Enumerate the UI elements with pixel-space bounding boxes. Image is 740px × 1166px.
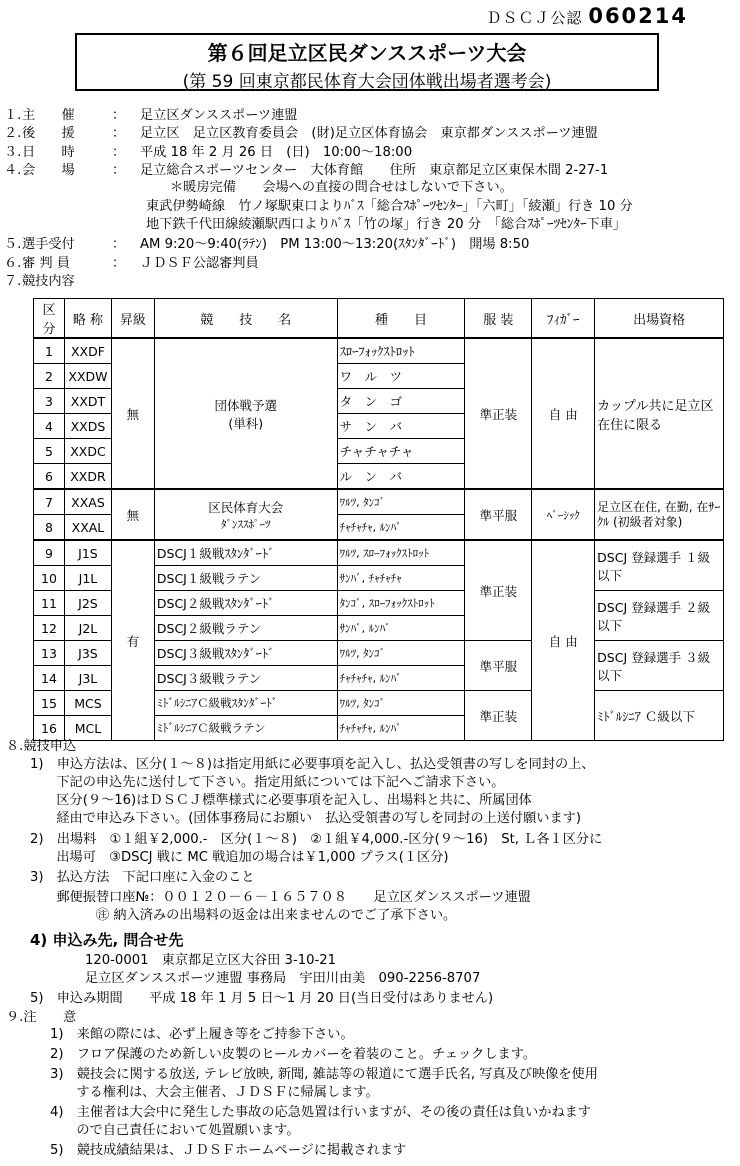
group2-event-name [154, 489, 337, 540]
row-no: 11 [34, 591, 65, 616]
table-row [34, 540, 724, 566]
info-2-num: ２. [4, 126, 22, 141]
row-dance: チャチャチャ [337, 439, 465, 464]
group2-dress: 準平服 [465, 489, 532, 540]
section8-line: 3) 払込方法 下記口座に入金のこと [30, 870, 255, 885]
group1-figure: 自 由 [532, 338, 595, 489]
row-dance: ﾜﾙﾂ, ﾀﾝｺﾞ [337, 641, 465, 666]
row-no: 1 [34, 338, 65, 364]
row-no: 16 [34, 716, 65, 741]
row-dance: ｻﾝﾊﾞ, ﾙﾝﾊﾞ [337, 616, 465, 641]
section9-line: 2) フロア保護のため新しい皮製のヒールカバーを着装のこと。チェックします。 [50, 1047, 537, 1062]
table-header-row [34, 299, 724, 339]
header-qualification: 出場資格 [595, 299, 724, 339]
section9-line: 5) 競技成績結果は、ＪＤＳＦホームページに掲載されます [50, 1143, 407, 1158]
info-1-val: 足立区ダンススポーツ連盟 [140, 108, 298, 123]
venue-note-1: ＊暖房完備 会場への直接の問合せはしないで下さい。 [170, 180, 513, 195]
info2-5-num: ５. [4, 237, 22, 252]
group1-name-sub: (単科) [228, 415, 264, 431]
info-3-num: ３. [4, 145, 22, 160]
row-dance: ﾜﾙﾂ, ﾀﾝｺﾞ [337, 489, 465, 515]
row-no: 9 [34, 540, 65, 566]
section8-line: 経由で申込み下さい。(団体事務局にお願い 払込受領書の写しを同封の上送付願います) [30, 811, 581, 826]
section8-line: 2) 出場料 ①１組￥2,000.- 区分(１～８) ②１組￥4,000.-区分(９～16) St, Ｌ各１区分に [30, 832, 603, 847]
info-4-sep: ： [112, 163, 126, 178]
contact-office: 足立区ダンススポーツ連盟 事務局 宇田川由美 090-2256-8707 [85, 971, 481, 986]
info-3-key: 日 時 [22, 145, 75, 160]
header-event-name: 競 技 名 [154, 299, 337, 339]
venue-note-2: 東武伊勢崎線 竹ノ塚駅東口よりﾊﾞｽ「総合ｽﾎﾟｰﾂｾﾝﾀｰ」「六町」「綾瀬」行き 10 分 [146, 199, 633, 214]
group1-event-name [154, 338, 337, 489]
group3-promotion: 有 [111, 540, 154, 741]
info-2-sep: ： [112, 126, 126, 141]
info2-6-val: ＪＤＳＦ公認審判員 [140, 256, 259, 271]
row-dance: ﾀﾝｺﾞ, ｽﾛｰﾌｫｯｸｽﾄﾛｯﾄ [337, 591, 465, 616]
section8-line: 区分(９～16)はＤＳＣＪ標準様式に必要事項を記入し、出場料と共に、所属団体 [30, 793, 532, 808]
contact-address: 120-0001 東京都足立区大谷田 3-10-21 [85, 953, 337, 968]
header-division: 区分 [34, 299, 65, 339]
events-table [33, 298, 724, 741]
group3-figure: 自 由 [532, 540, 595, 741]
row-code: J3L [64, 666, 111, 691]
row-no: 8 [34, 515, 65, 541]
page-title: 第６回足立区民ダンススポーツ大会 [207, 41, 527, 65]
venue-note-3: 地下鉄千代田線綾瀬駅西口よりﾊﾞｽ「竹の塚」行き 20 分 「総合ｽﾎﾟｰﾂｾﾝﾀｰ下車」 [146, 217, 627, 232]
row-event-name: DSCJ３級戦ラテン [154, 666, 337, 691]
row-dance: ｻﾝﾊﾞ, ﾁｬﾁｬﾁｬ [337, 566, 465, 591]
header-dances: 種 目 [337, 299, 465, 339]
header-promotion: 昇級 [111, 299, 154, 339]
row-code: MCL [64, 716, 111, 741]
row-event-name: DSCJ１級戦ｽﾀﾝﾀﾞｰﾄﾞ [154, 540, 337, 566]
row-dance: タ ン ゴ [337, 389, 465, 414]
row-code: XXDS [64, 414, 111, 439]
group1-qualification: カップル共に足立区在住に限る [595, 338, 724, 489]
row-dance: ﾁｬﾁｬﾁｬ, ﾙﾝﾊﾞ [337, 716, 465, 741]
row-code: J1S [64, 540, 111, 566]
dress-a: 準正装 [465, 540, 532, 641]
section8-heading: ８.競技申込 [6, 739, 77, 754]
row-dance: サ ン バ [337, 414, 465, 439]
row-event-name: DSCJ３級戦ｽﾀﾝﾀﾞｰﾄﾞ [154, 641, 337, 666]
row-code: XXDW [64, 364, 111, 389]
row-no: 3 [34, 389, 65, 414]
section8-line: 1) 申込方法は、区分(１～８)は指定用紙に必要事項を記入し、払込受領書の写しを同封の上、 [30, 757, 595, 772]
row-dance: ｽﾛｰﾌｫｯｸｽﾄﾛｯﾄ [337, 338, 465, 364]
row-no: 4 [34, 414, 65, 439]
row-no: 15 [34, 691, 65, 716]
group1-name: 団体戦予選 [214, 397, 277, 413]
row-code: XXDC [64, 439, 111, 464]
row-code: XXAS [64, 489, 111, 515]
row-event-name: DSCJ１級戦ラテン [154, 566, 337, 591]
table-row [34, 489, 724, 515]
qualification-3: DSCJ 登録選手 ３級以下 [595, 641, 724, 691]
group2-qualification: 足立区在住, 在勤, 在ｻｰｸﾙ (初級者対象) [595, 489, 724, 540]
row-no: 12 [34, 616, 65, 641]
application-period: 5) 申込み期間 平成 18 年 1 月 5 日～1 月 20 日(当日受付はありません) [30, 991, 494, 1006]
row-no: 13 [34, 641, 65, 666]
info-4-key: 会 場 [22, 163, 75, 178]
section9-line: する権利は、大会主催者、ＪＤＳＦに帰属します。 [50, 1085, 379, 1100]
row-no: 10 [34, 566, 65, 591]
row-event-name: ﾐﾄﾞﾙｼﾆｱＣ級戦ラテン [154, 716, 337, 741]
certification-label: ＤＳＣＪ公認 [486, 9, 583, 27]
section9-line: ので自己責任において処置願います。 [50, 1123, 300, 1138]
section8-line: 出場可 ③DSCJ 戦に MC 戦追加の場合は￥1,000 プラス(１区分) [30, 850, 449, 865]
row-code: J3S [64, 641, 111, 666]
section8-line: ㊟ 納入済みの出場料の返金は出来ませんのでご了承下さい。 [30, 908, 457, 923]
info-3-sep: ： [112, 145, 126, 160]
header-code: 略 称 [64, 299, 111, 339]
table-row [34, 338, 724, 364]
row-code: MCS [64, 691, 111, 716]
row-code: J1L [64, 566, 111, 591]
group2-name-sub: ﾀﾞﾝｽｽﾎﾟｰﾂ [220, 517, 271, 531]
title-box [75, 33, 659, 91]
row-no: 14 [34, 666, 65, 691]
info2-7-num: ７. [4, 274, 22, 289]
info2-5-key: 選手受付 [22, 237, 75, 252]
qualification-1: DSCJ 登録選手 １級以下 [595, 540, 724, 591]
contact-heading: 4) 申込み先, 問合せ先 [30, 931, 184, 949]
group1-dress: 準正装 [465, 338, 532, 489]
info2-5-sep: ： [112, 237, 126, 252]
row-dance: ﾁｬﾁｬﾁｬ, ﾙﾝﾊﾞ [337, 666, 465, 691]
row-event-name: DSCJ２級戦ラテン [154, 616, 337, 641]
row-dance: ﾁｬﾁｬﾁｬ, ﾙﾝﾊﾞ [337, 515, 465, 541]
section9-heading: ９.注 意 [6, 1010, 77, 1025]
row-no: 5 [34, 439, 65, 464]
row-code: J2S [64, 591, 111, 616]
group2-figure: ﾍﾞｰｼｯｸ [532, 489, 595, 540]
qualification-4: ﾐﾄﾞﾙｼﾆｱ Ｃ級以下 [595, 691, 724, 741]
section9-line: 1) 来館の際には、必ず上履き等をご持参下さい。 [50, 1027, 354, 1042]
section9-line: 4) 主催者は大会中に発生した事故の応急処置は行いますが、その後の責任は負いかねます [50, 1105, 592, 1120]
info2-7-key: 競技内容 [22, 274, 75, 289]
group2-promotion: 無 [111, 489, 154, 540]
info-2-key: 後 援 [22, 126, 75, 141]
page-subtitle: (第 59 回東京都民体育大会団体戦出場者選考会) [182, 72, 552, 92]
info-3-val: 平成 18 年 2 月 26 日 (日) 10:00～18:00 [140, 145, 413, 160]
row-code: XXAL [64, 515, 111, 541]
info-1-num: １. [4, 108, 22, 123]
info-2-val: 足立区 足立区教育委員会 (財)足立区体育協会 東京都ダンススポーツ連盟 [140, 126, 598, 141]
info-1-sep: ： [112, 108, 126, 123]
info-1-key: 主 催 [22, 108, 75, 123]
row-no: 2 [34, 364, 65, 389]
info2-6-sep: ： [112, 256, 126, 271]
row-no: 6 [34, 464, 65, 490]
row-code: J2L [64, 616, 111, 641]
row-dance: ル ン バ [337, 464, 465, 490]
certification-number: 060214 [588, 4, 688, 28]
group1-promotion: 無 [111, 338, 154, 489]
section8-line: 下記の申込先に送付して下さい。指定用紙については下記へご請求下さい。 [30, 775, 505, 790]
dress-c: 準正装 [465, 691, 532, 741]
row-event-name: DSCJ２級戦ｽﾀﾝﾀﾞｰﾄﾞ [154, 591, 337, 616]
info2-5-val: AM 9:20～9:40(ﾗﾃﾝ) PM 13:00～13:20(ｽﾀﾝﾀﾞｰﾄﾞ) 開場 8:50 [140, 237, 530, 252]
header-dress: 服 装 [465, 299, 532, 339]
section9-line: 3) 競技会に関する放送, テレビ放映, 新聞, 雑誌等の報道にて選手氏名, 写真及び映像を使用 [50, 1067, 598, 1082]
row-code: XXDF [64, 338, 111, 364]
row-code: XXDR [64, 464, 111, 490]
certification-code [486, 4, 688, 28]
row-dance: ﾜﾙﾂ, ﾀﾝｺﾞ [337, 691, 465, 716]
row-event-name: ﾐﾄﾞﾙｼﾆｱＣ級戦ｽﾀﾝﾀﾞｰﾄﾞ [154, 691, 337, 716]
info2-6-key: 審 判 員 [22, 256, 70, 271]
qualification-2: DSCJ 登録選手 ２級以下 [595, 591, 724, 641]
info-4-num: ４. [4, 163, 22, 178]
info2-6-num: ６. [4, 256, 22, 271]
section8-line: 郵便振替口座№：００１２０－６－１６５７０８ 足立区ダンススポーツ連盟 [30, 890, 531, 905]
group2-name: 区民体育大会 [208, 499, 284, 515]
row-dance: ﾜﾙﾂ, ｽﾛｰﾌｫｯｸｽﾄﾛｯﾄ [337, 540, 465, 566]
row-no: 7 [34, 489, 65, 515]
header-figure: ﾌｨｶﾞｰ [532, 299, 595, 339]
info-4-val: 足立総合スポーツセンター 大体育館 住所 東京都足立区東保木間 2-27-1 [140, 163, 609, 178]
row-dance: ワ ル ツ [337, 364, 465, 389]
dress-b: 準平服 [465, 641, 532, 691]
row-code: XXDT [64, 389, 111, 414]
